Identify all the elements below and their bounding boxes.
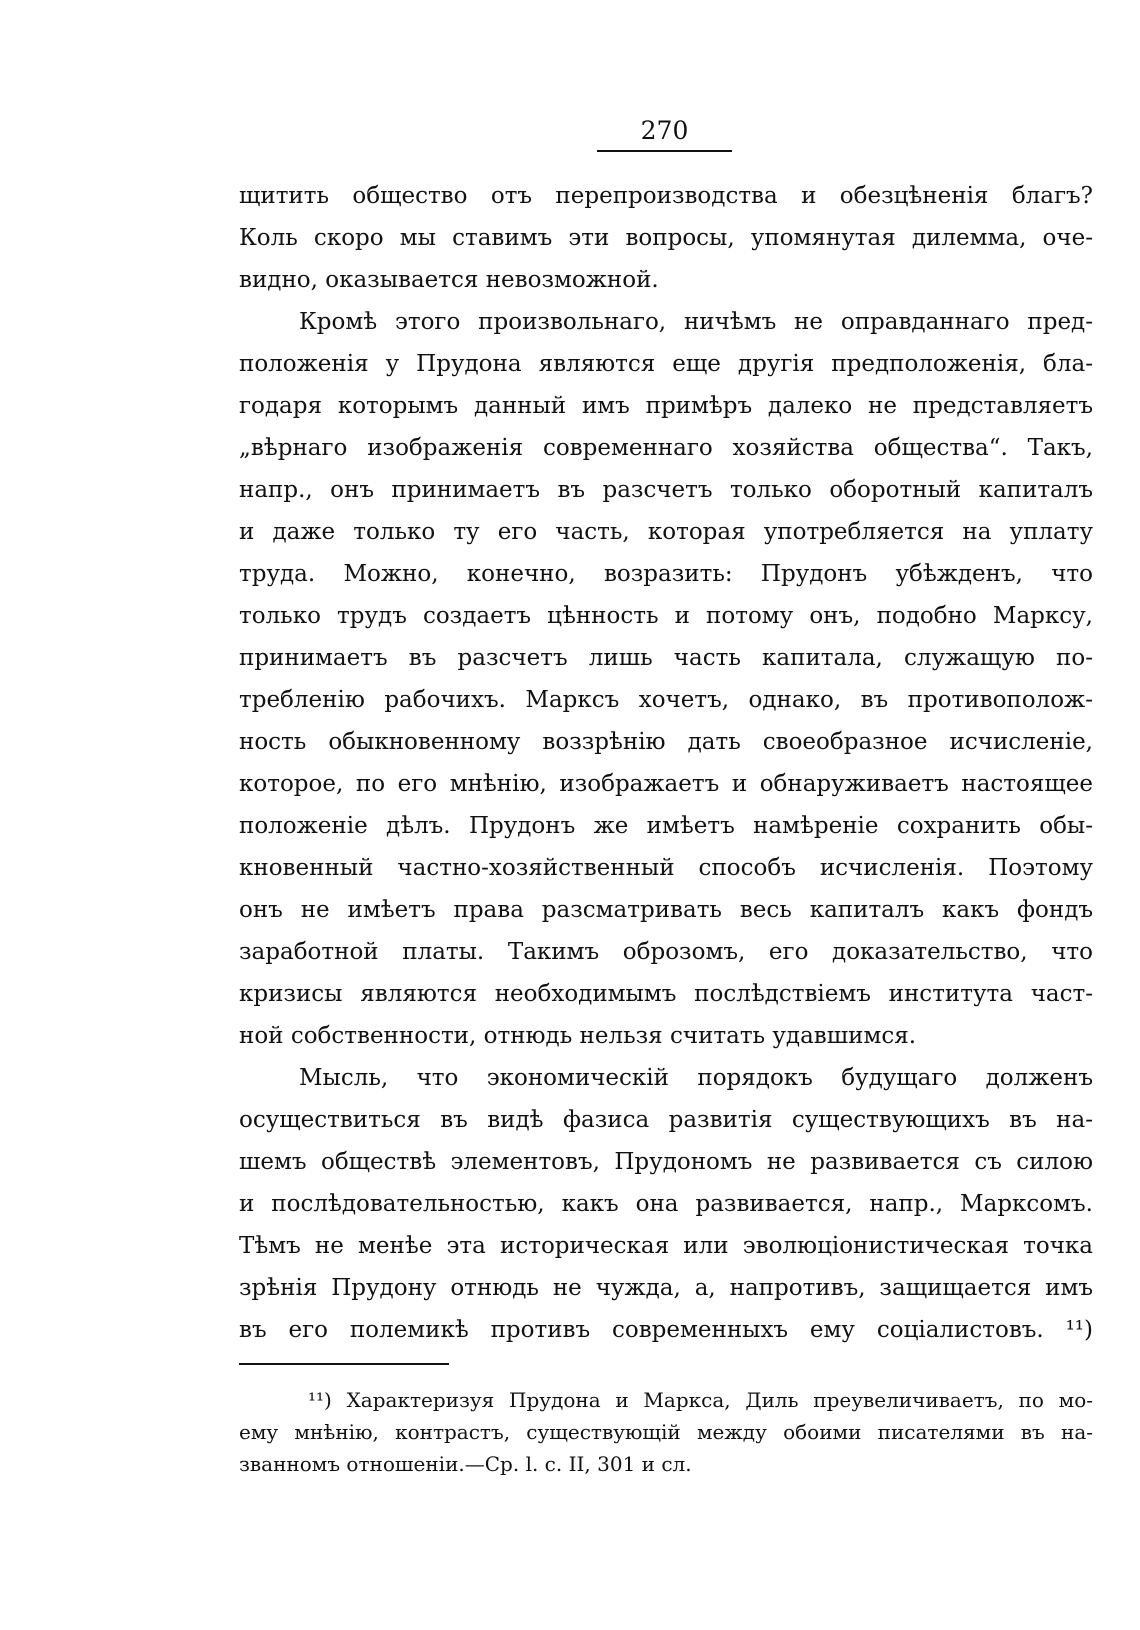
footnote-line: ему мнѣнію, контрастъ, существующій между обоими писателями въ на- — [239, 1420, 1093, 1444]
text-line: онъ не имѣетъ права разсматривать весь капиталъ какъ фондъ — [239, 897, 1093, 923]
text-line: напр., онъ принимаетъ въ разсчетъ только оборотный капиталъ — [239, 477, 1093, 503]
text-line: Кромѣ этого произвольнаго, ничѣмъ не оправданнаго пред- — [299, 309, 1093, 335]
text-line: и послѣдовательностью, какъ она развивается, напр., Марксомъ. — [239, 1191, 1093, 1217]
page-number-rule — [597, 150, 732, 152]
text-line: годаря которымъ данный имъ примѣръ далеко не представляетъ — [239, 393, 1093, 419]
text-line: осуществиться въ видѣ фазиса развитія существующихъ въ на- — [239, 1107, 1093, 1133]
text-line: шемъ обществѣ элементовъ, Прудономъ не развивается съ силою — [239, 1149, 1093, 1175]
text-line: которое, по его мнѣнію, изображаетъ и обнаруживаетъ настоящее — [239, 771, 1093, 797]
page-number: 270 — [640, 116, 689, 145]
footnote-line: ¹¹) Характеризуя Прудона и Маркса, Диль преувеличиваетъ, по мо- — [308, 1388, 1093, 1412]
text-line: щитить общество отъ перепроизводства и обезцѣненія благъ? — [239, 183, 1093, 209]
text-line: положенія у Прудона являются еще другія предположенія, бла- — [239, 351, 1093, 377]
text-line: Коль скоро мы ставимъ эти вопросы, упомянутая дилемма, оче- — [239, 225, 1093, 251]
text-line: требленію рабочихъ. Марксъ хочетъ, однако, въ противополож- — [239, 687, 1093, 713]
text-line: труда. Можно, конечно, возразить: Прудонъ убѣжденъ, что — [239, 561, 1093, 587]
text-line: Мысль, что экономическій порядокъ будущаго долженъ — [299, 1065, 1093, 1091]
text-line: ность обыкновенному воззрѣнію дать своеобразное исчисленіе, — [239, 729, 1093, 755]
text-line: кновенный частно-хозяйственный способъ исчисленія. Поэтому — [239, 855, 1093, 881]
text-line: только трудъ создаетъ цѣнность и потому онъ, подобно Марксу, — [239, 603, 1093, 629]
text-line: заработной платы. Такимъ оброзомъ, его доказательство, что — [239, 939, 1093, 965]
text-line: въ его полемикѣ противъ современныхъ ему соціалистовъ. ¹¹) — [239, 1317, 1093, 1343]
text-line: и даже только ту его часть, которая употребляется на уплату — [239, 519, 1093, 545]
text-line: ной собственности, отнюдь нельзя считать удавшимся. — [239, 1023, 917, 1049]
text-line: „вѣрнаго изображенія современнаго хозяйства общества“. Такъ, — [239, 435, 1093, 461]
footnote-line: званномъ отношеніи.—Ср. l. c. II, 301 и сл. — [239, 1452, 692, 1476]
footnote-rule — [239, 1363, 449, 1365]
text-line: зрѣнія Прудону отнюдь не чужда, а, напротивъ, защищается имъ — [239, 1275, 1093, 1301]
text-line: Тѣмъ не менѣе эта историческая или эволюціонистическая точка — [239, 1233, 1093, 1259]
text-line: положеніе дѣлъ. Прудонъ же имѣетъ намѣреніе сохранить обы- — [239, 813, 1093, 839]
text-line: кризисы являются необходимымъ послѣдствіемъ института част- — [239, 981, 1093, 1007]
text-line: принимаетъ въ разсчетъ лишь часть капитала, служащую по- — [239, 645, 1093, 671]
text-line: видно, оказывается невозможной. — [239, 267, 659, 293]
